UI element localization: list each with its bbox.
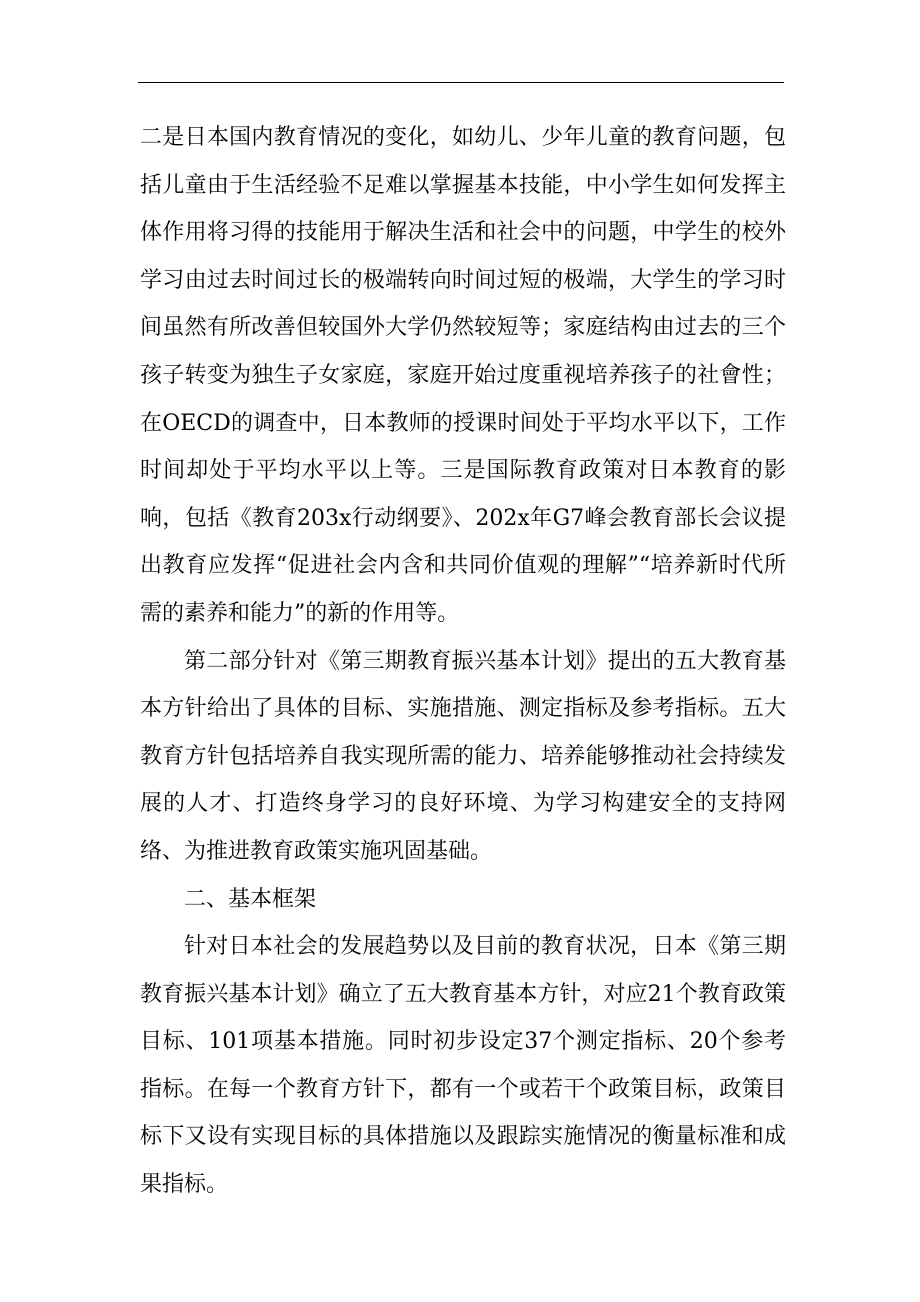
header-rule [138,82,784,83]
paragraph-continuation: 二是日本国内教育情况的变化，如幼儿、少年儿童的教育问题，包括儿童由于生活经验不足难以掌握基本技能，中小学生如何发挥主体作用将习得的技能用于解决生活和社会中的问题，中学生的校外学习由过去时间过长的极端转向时间过短的极端，大学生的学习时间虽然有所改善但较国外大学仍然较短等；家庭结构由过去的三个孩子转变为独生子女家庭，家庭开始过度重视培养孩子的社會性；在OECD的调查中，日本教师的授课时间处于平均水平以下，工作时间却处于平均水平以上等。三是国际教育政策对日本教育的影响，包括《教育203x行动纲要》、202x年G7峰会教育部长会议提出教育应发挥“促进社会内含和共同价值观的理解”“培养新时代所需的素养和能力”的新的作用等。 [140,125,786,626]
paragraph-part-two: 第二部分针对《第三期教育振兴基本计划》提出的五大教育基本方针给出了具体的目标、实施措施、测定指标及参考指标。五大教育方针包括培养自我实现所需的能力、培养能够推动社会持续发展的人才、打造终身学习的良好环境、为学习构建安全的支持网络、为推进教育政策实施巩固基础。 [140,648,786,864]
document-body [140,114,786,1209]
section-heading-basic-framework: 二、基本框架 [184,886,317,912]
paragraph-framework: 针对日本社会的发展趋势以及目前的教育状况，日本《第三期教育振兴基本计划》确立了五大教育基本方针，对应21个教育政策目标、101项基本措施。同时初步设定37个测定指标、20个参考指标。在每一个教育方针下，都有一个或若干个政策目标，政策目标下又设有实现目标的具体措施以及跟踪实施情况的衡量标准和成果指标。 [140,934,786,1198]
